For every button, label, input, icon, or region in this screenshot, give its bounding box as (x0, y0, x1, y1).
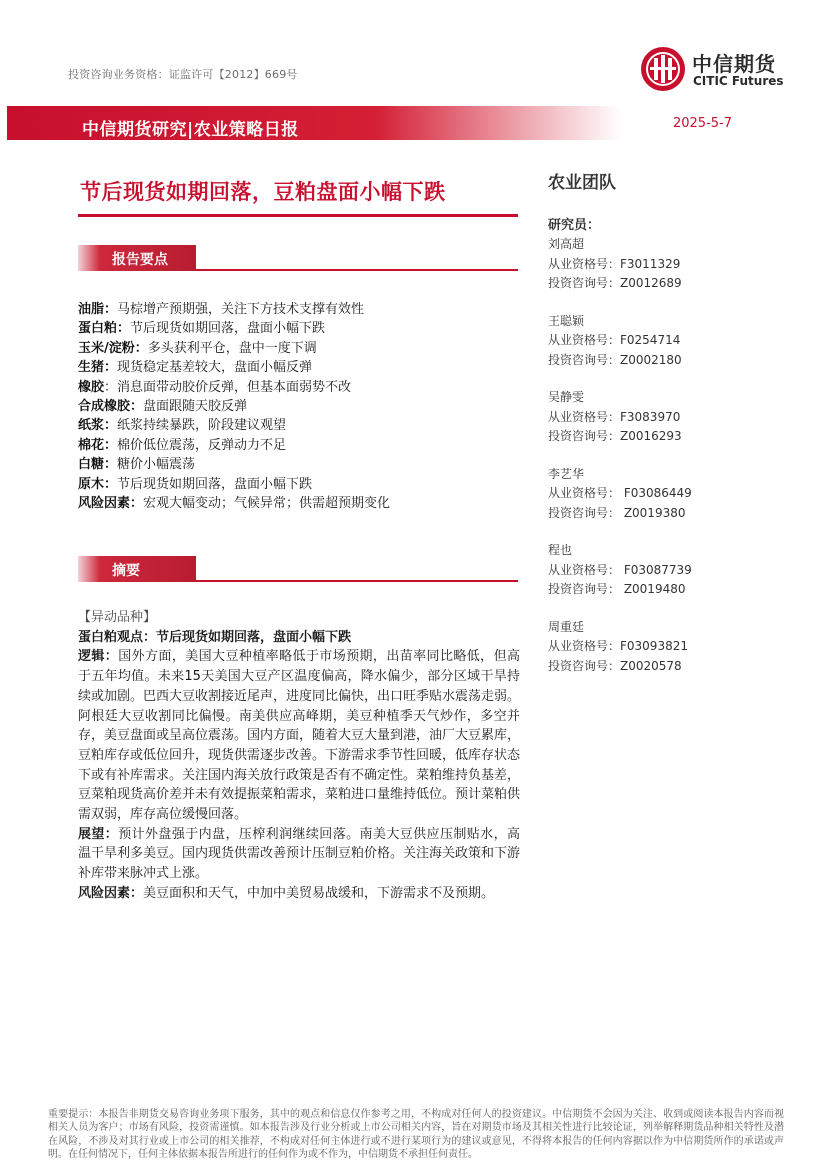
member-license: 从业资格号：F0254714 (548, 333, 681, 347)
member-consult-id: 投资咨询号：Z0002180 (548, 352, 682, 367)
member-license: 从业资格号：F3011329 (548, 256, 681, 271)
section-tag-fade (78, 245, 100, 271)
section-line (196, 269, 518, 271)
team-subtitle: 研究员： (548, 218, 601, 233)
key-point: 玉米/淀粉：多头获利平仓，盘中一度下调 (78, 340, 317, 356)
disclaimer-footer: 重要提示：本报告非期货交易咨询业务项下服务，其中的观点和信息仅作参考之用，不构成对任何人的投资建议。中信期货不会因为关注、收到或阅读本报告内容而视相关人员为客户；市场有风险，投资需谨慎。如本报告涉及行业分析或上市公司相关内容，旨在对期货市场及其相关性进行比较论证，列举解释期货品种相关特性及潜在风险，不涉及对其行业或上市公司的相关推荐，不构成对任何主体进行或不进行某项行为的建议或意见，不得将本报告的任何内容据以作为中信期货所作的承诺或声明。在任何情况下，任何主体依据本报告所进行的任何作为或不作为，中信期货不承担任何责任。 (48, 1109, 784, 1161)
logo-en-text: CITIC Futures (693, 74, 784, 88)
key-point: 合成橡胶：盘面跟随天胶反弹 (78, 399, 248, 415)
citic-futures-logo (640, 44, 810, 96)
license-text: 投资咨询业务资格：证监许可【2012】669号 (68, 68, 298, 81)
report-headline: 节后现货如期回落，豆粕盘面小幅下跌 (80, 180, 446, 204)
member-consult-id: 投资咨询号： Z0019380 (548, 505, 686, 520)
member-name: 周重廷 (548, 619, 585, 634)
key-point: 油脂：马棕增产预期强，关注下方技术支撑有效性 (78, 302, 365, 317)
citic-logo-icon (640, 46, 686, 92)
member-name: 刘高超 (548, 237, 585, 251)
member-license: 从业资格号： F03087739 (548, 562, 692, 577)
section-label: 摘要 (112, 563, 140, 579)
section-line (196, 580, 518, 582)
section-key-points-header (78, 245, 518, 271)
key-point: 蛋白粕：节后现货如期回落，盘面小幅下跌 (78, 321, 326, 337)
team-member (548, 618, 748, 677)
key-point: 生猪：现货稳定基差较大，盘面小幅反弹 (78, 360, 313, 376)
key-point: 橡胶：消息面带动胶价反弹，但基本面弱势不改 (78, 379, 352, 395)
key-points-list (78, 300, 518, 513)
member-name: 吴静雯 (548, 390, 585, 404)
member-consult-id: 投资咨询号：Z0012689 (548, 276, 682, 290)
member-consult-id: 投资咨询号： Z0019480 (548, 582, 686, 596)
section-label: 报告要点 (112, 252, 168, 268)
summary-risk: 风险因素：美豆面积和天气，中加中美贸易战缓和，下游需求不及预期。 (78, 885, 495, 901)
member-name: 王聪颖 (548, 313, 585, 328)
key-point: 风险因素：宏观大幅变动；气候异常；供需超预期变化 (78, 496, 391, 512)
member-consult-id: 投资咨询号：Z0016293 (548, 429, 682, 443)
summary-tag: 【异动品种】 (78, 610, 157, 625)
team-member (548, 235, 748, 294)
member-license: 从业资格号：F03093821 (548, 639, 688, 653)
banner-title: 中信期货研究|农业策略日报 (82, 120, 299, 140)
member-name: 程也 (548, 543, 573, 557)
member-consult-id: 投资咨询号：Z0020578 (548, 658, 682, 673)
section-tag-fade (78, 556, 100, 582)
section-summary-header (78, 556, 518, 582)
key-point: 白糖：糖价小幅震荡 (78, 457, 196, 473)
team-panel (548, 168, 748, 694)
logo-cn-text: 中信期货 (692, 52, 776, 76)
member-license: 从业资格号：F3083970 (548, 409, 681, 424)
key-point: 原木：节后现货如期回落，盘面小幅下跌 (78, 476, 313, 492)
team-title: 农业团队 (548, 173, 616, 193)
summary-outlook: 展望：预计外盘强于内盘，压榨利润继续回落。南美大豆供应压制贴水，高温干旱利多美豆。国内现货供需改善预计压制豆粕价格。关注海关政策和下游补库带来脉冲式上涨。 (78, 826, 521, 882)
team-member (548, 465, 748, 524)
team-member (548, 541, 748, 600)
member-license: 从业资格号： F03086449 (548, 486, 692, 500)
team-member (548, 388, 748, 447)
member-name: 李艺华 (548, 466, 585, 481)
summary-logic: 逻辑：国外方面，美国大豆种植率略低于市场预期，出苗率同比略低，但高于五年均值。未来15天美国大豆产区温度偏高，降水偏少，部分区域干旱持续或加剧。巴西大豆收割接近尾声，进度同比偏快，出口旺季贴水震荡走弱。阿根廷大豆收割同比偏慢。南美供应高峰期，美豆种植季天气炒作，多空并存，美豆盘面或呈高位震荡。国内方面，随着大豆大量到港，油厂大豆累库，豆粕库存或低位回升，现货供需逐步改善。下游需求季节性回暖，低库存状态下或有补库需求。关注国内海关放行政策是否有不确定性。菜粕维持负基差，豆菜粕现货高价差并未有效提振菜粕需求，菜粕进口量维持低位。预计菜粕供需双弱，库存高位缓慢回落。 (78, 649, 521, 823)
report-date: 2025-5-7 (672, 116, 732, 131)
key-point: 纸浆：纸浆持续暴跌，阶段建议观望 (78, 418, 287, 434)
headline-divider (78, 214, 518, 217)
team-member (548, 312, 748, 371)
summary-view: 蛋白粕观点：节后现货如期回落，盘面小幅下跌 (78, 629, 352, 645)
key-point: 棉花：棉价低位震荡，反弹动力不足 (78, 437, 287, 453)
summary-body (78, 608, 520, 904)
